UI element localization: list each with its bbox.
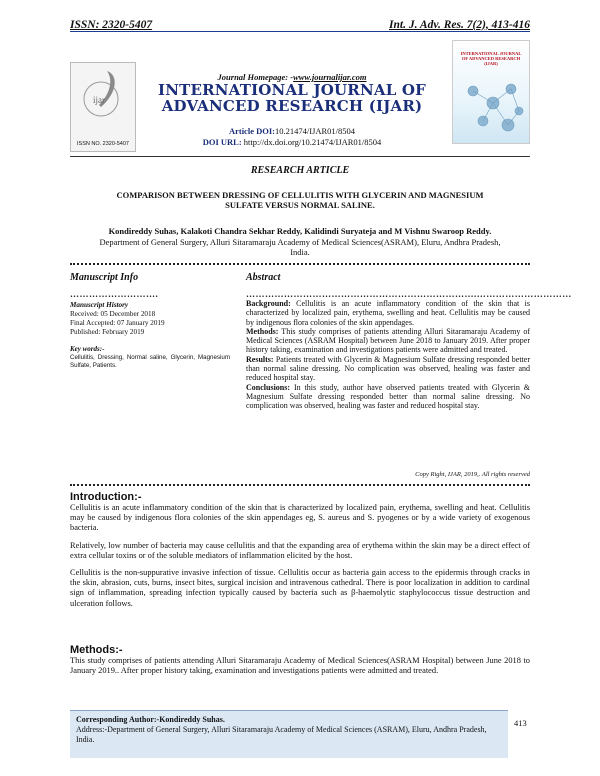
manuscript-dots: ……………………….	[70, 289, 159, 299]
abstract	[246, 272, 572, 411]
author-address: Address:-Department of General Surgery, Alluri Sitaramaraju Academy of Medical Sciences (ASRAM), Eluru, Andhra Pradesh, India.	[76, 725, 487, 744]
intro-paragraph-2: Relatively, low number of bacteria may cause cellulitis and that the expanding area of erythema within the skin may be a direct effect of extra cellular toxins or of the soluble mediators of inflammation elicited by the host.	[70, 540, 530, 560]
methods-paragraph-1: This study comprises of patients attending Alluri Sitaramaraju Academy of Medical Sciences(ASRAM Hospital) between June 2018 to January 2019.. After proper history taking, examination and investigations patients were admitted and treated.	[70, 656, 530, 676]
journal-logo	[70, 62, 136, 152]
manuscript-history	[70, 301, 230, 337]
article-title	[70, 190, 530, 210]
corresponding-author-box	[70, 710, 508, 758]
journal-title-block	[142, 72, 442, 114]
running-header	[70, 10, 530, 32]
introduction-heading: Introduction:-	[70, 491, 142, 503]
article-doi-label: Article DOI:	[228, 126, 275, 136]
article-title-line1: COMPARISON BETWEEN DRESSING OF CELLULITIS WITH GLYCERIN AND MAGNESIUM	[116, 190, 484, 200]
corresponding-author: Corresponding Author:-Kondireddy Suhas.	[76, 715, 225, 724]
abstract-conclusions: Conclusions: In this study, author have observed patients treated with Glycerin & Magnesium Sulfate dressing responded better than normal saline dressing. No complication was observed, healing was faster and reduced hospital stay.	[246, 382, 530, 411]
keywords-text: Cellulitis, Dressing, Normal saline, Glycerin, Magnesium Sulfate, Patients.	[70, 353, 230, 369]
cover-title: INTERNATIONAL JOURNAL OF ADVANCED RESEARCH (IJAR)	[460, 51, 522, 66]
keywords-label: Key words:-	[70, 345, 105, 353]
published-date: Published: February 2019	[70, 328, 145, 336]
logo-issn: ISSN NO. 2320-5407	[77, 141, 129, 147]
article-title-line2: SULFATE VERSUS NORMAL SALINE.	[225, 200, 375, 210]
methods-heading: Methods:-	[70, 644, 123, 656]
issn-label: ISSN: 2320-5407	[70, 19, 153, 31]
intro-paragraph-1: Cellulitis is an acute inflammatory condition of the skin that is characterized by localized pain, erythema, swelling and heat. Cellulitis may be caused by indigenous flora colonies of the skin appendages eg, S. aureus and S. pyogenes or by a wide variety of exogenous bacteria.	[70, 503, 530, 533]
molecule-icon	[453, 41, 531, 145]
intro-paragraph-3: Cellulitis is the non-suppurative invasive infection of tissue. Cellulitis occur as bacteria gain access to the epidermis through cracks in the skin, abrasion, cuts, burns, insect bites, surgical incision and intravenous cathedral. There is poor localization in addition to cardinal sign of inflammation, spreading infection typically caused by bacteria such as β-haemolytic staphylococcus tissue destruction and ulceration follows.	[70, 568, 530, 608]
dotted-divider-bottom	[70, 484, 530, 488]
manuscript-info-heading: Manuscript Info	[70, 272, 139, 283]
svg-text:ijar: ijar	[93, 95, 105, 105]
dotted-divider	[70, 263, 530, 267]
masthead-divider	[70, 156, 530, 157]
introduction-section	[70, 491, 530, 609]
article-authors: Kondireddy Suhas, Kalakoti Chandra Sekhar Reddy, Kalidindi Suryateja and M Vishnu Swaroop Reddy.	[108, 226, 492, 236]
article-doi: 10.21474/IJAR01/8504	[274, 126, 356, 136]
doi-block	[144, 126, 440, 148]
abstract-methods: Methods: This study comprises of patients attending Alluri Sitaramaraju Academy of Medical Sciences (ASRAM Hospital) between June 2018 to January 2019. After proper history taking, examination and investigations patients were admitted and treated.	[246, 326, 530, 355]
journal-name-line2: ADVANCED RESEARCH (IJAR)	[161, 97, 423, 115]
abstract-background: Background: Cellulitis is an acute inflammatory condition of the skin that is characterized by localized pain, erythema, swelling and heat. Cellulitis may be caused by indigenous flora colonies of the skin appendages.	[246, 299, 530, 327]
keywords-block	[70, 345, 230, 370]
homepage-label: Journal Homepage: -	[217, 72, 294, 82]
methods-section	[70, 644, 530, 676]
article-type: RESEARCH ARTICLE	[250, 165, 350, 176]
accepted-date: Final Accepted: 07 January 2019	[70, 319, 165, 327]
journal-cover-image	[452, 40, 530, 144]
page-number: 413	[514, 718, 527, 728]
received-date: Received: 05 December 2018	[70, 310, 156, 318]
abstract-heading: Abstract	[246, 272, 281, 283]
journal-masthead	[70, 40, 530, 152]
doi-url-label: DOI URL:	[202, 137, 242, 147]
homepage-link[interactable]: www.journalijar.com	[293, 72, 367, 82]
author-affiliation: Department of General Surgery, Alluri Sitaramaraju Academy of Medical Sciences(ASRAM), Eluru, Andhra Pradesh, India.	[99, 237, 501, 257]
copyright-notice: Copy Right, IJAR, 2019,. All rights reserved	[415, 471, 530, 478]
abstract-results: Results: Patients treated with Glycerin & Magnesium Sulfate dressing responded better than normal saline dressing. No complication was observed, healing was faster and reduced hospital stay.	[246, 354, 530, 383]
journal-name-line1: INTERNATIONAL JOURNAL OF	[157, 81, 427, 99]
manuscript-info	[70, 272, 230, 370]
citation-label: Int. J. Adv. Res. 7(2), 413-416	[389, 19, 530, 31]
quill-icon	[71, 63, 135, 133]
abstract-dots: ……………………………………………………………….…………………………	[246, 289, 572, 299]
doi-url[interactable]: http://dx.doi.org/10.21474/IJAR01/8504	[243, 137, 382, 147]
history-label: Manuscript History	[70, 301, 129, 309]
